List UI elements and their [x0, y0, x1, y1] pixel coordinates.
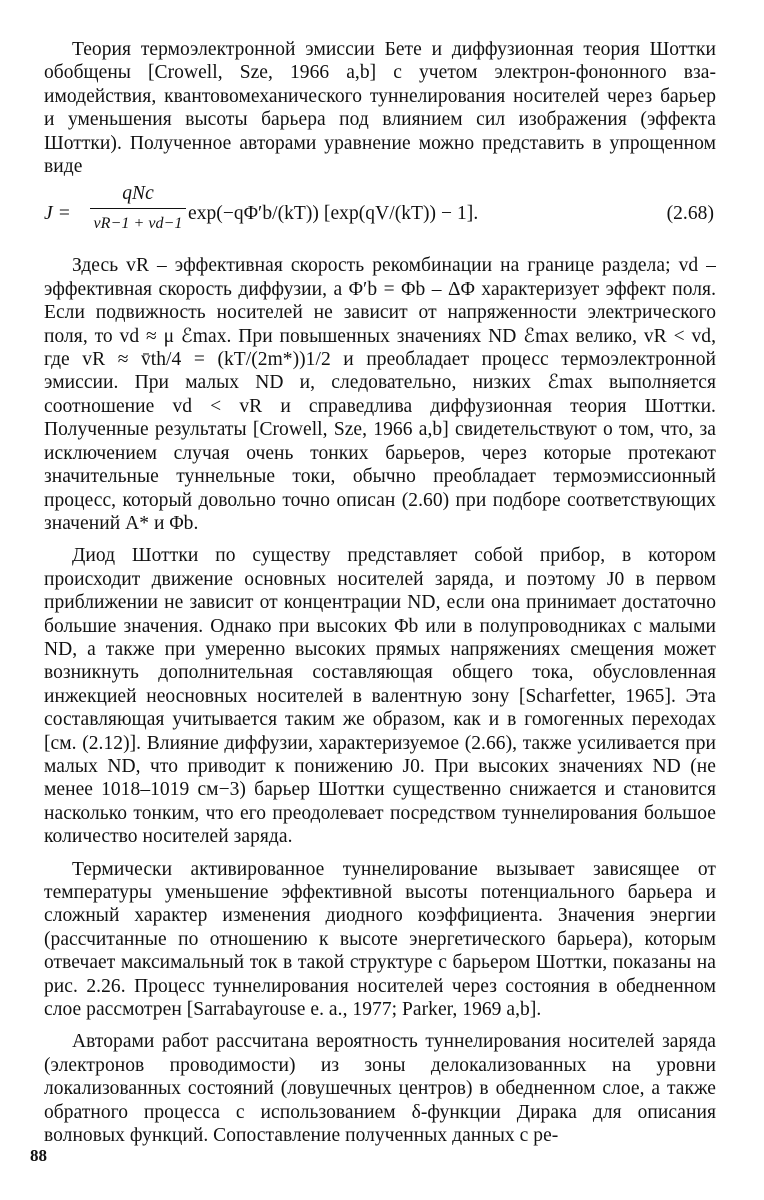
paragraph-thermal-tunneling: Термически активированное туннелирование вызывает зависящее от температуры уменьшение эффективной высоты потенциального барьера и сложный характер изменения диодного коэффициента. Значения энергии (рассчитанные по отношению к высоте энергетического барьера), которым отвечает максимальный ток в такой структуре с барьером Шоттки, показаны на рис. 2.26. Процесс туннелирования носителей через состояния в обедненном слое рассмотрен [Sarrabayrouse e. a., 1977; Parker, 1969 a,b].	[44, 858, 716, 1021]
fraction-bar	[90, 208, 186, 209]
equation-fraction	[90, 182, 186, 235]
paragraph-schottky-diode: Диод Шоттки по существу представляет собой прибор, в котором происходит движение основных носителей заряда, и поэтому J0 в первом приближении не зависит от концентрации ND, если она принимает достаточно большие значения. Однако при высоких Φb или в полупроводниках с малыми ND, а также при умеренно высоких прямых напряжениях смещения может возникнуть дополнительная составляющая общего тока, обусловленная инжекцией неосновных носителей в валентную зону [Scharfetter, 1965]. Эта составляющая учитывается таким же образом, как и в гомогенных переходах [см. (2.12)]. Влияние диффузии, характеризуемое (2.66), также усиливается при малых ND, что приводит к понижению J0. При высоких значениях ND (не менее 1018–1019 см−3) барьер Шоттки существенно снижается и становится насколько тонким, что его преодолевает посредством туннелирования большое количество носителей заряда.	[44, 545, 716, 848]
equation-lhs: J =	[44, 203, 71, 225]
equation-2-68	[44, 182, 716, 246]
paragraph-tunneling-probability: Авторами работ рассчитана вероятность туннелирования носителей заряда (электронов проводимости) из зоны делокализованных на уровни локализованных состояний (ловушечных центров) в обедненном слое, а также обратного процесса с использованием δ-функции Дирака для описания волновых функций. Сопоставление полученных данных с ре-	[44, 1031, 716, 1147]
page-number: 88	[30, 1146, 47, 1165]
equation-numerator: qNc	[122, 183, 154, 205]
paragraph-intro: Теория термоэлектронной эмиссии Бете и диффузионная теория Шоттки обобщены [Crowell, Sze, 1966 a,b] с учетом электрон-фононного взаимодействия, квантовомеханического туннелирования носителей через барьер и уменьшения высоты барьера под влиянием сил изображения (эффекта Шоттки). Полученное авторами уравнение можно представить в упрощенном виде	[44, 39, 716, 178]
paragraph-variables: Здесь vR – эффективная скорость рекомбинации на границе раздела; vd – эффективная скорость диффузии, а Φ′b = Φb – ΔΦ характеризует эффект поля. Если подвижность носителей не зависит от напряженности электрического поля, то vd ≈ μ ℰmax. При повышенных значениях ND ℰmax велико, vR < vd, где vR ≈ v̄th/4 = (kT/(2m*))1/2 и преобладает процесс термоэлектронной эмиссии. При малых ND и, следовательно, низких ℰmax выполняется соотношение vd < vR и справедлива диффузионная теория Шоттки. Полученные результаты [Crowell, Sze, 1966 a,b] свидетельствуют о том, что, за исключением случая очень тонких барьеров, через которые протекают значительные туннельные токи, обычно преобладает термоэмиссионный процесс, который довольно точно описан (2.60) при подборе соответствующих значений A* и Φb.	[44, 255, 716, 534]
equation-expression: exp(−qΦ′b/(kT)) [exp(qV/(kT)) − 1].	[188, 203, 479, 225]
equation-number: (2.68)	[666, 203, 714, 225]
page-body	[44, 38, 716, 1156]
equation-denominator: vR−1 + vd−1	[93, 215, 183, 233]
